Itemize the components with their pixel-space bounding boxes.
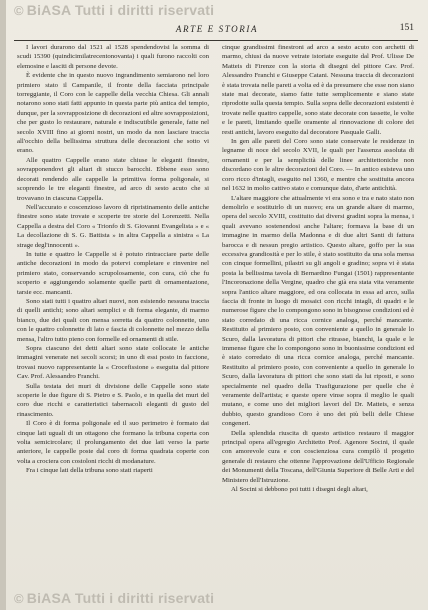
left-column (17, 43, 209, 583)
paragraph: Il Coro è di forma poligonale ed il suo perimetro è formato dai cinque lati uguali di un ottagono che formano la tribuna coperta con volta semicircolare; il prolungamento dei due lati verso la parte anteriore, le cappelle poste dal coro di forma quadrata coperte con volta a crociera con costoloni ricchi di modanature. (17, 420, 209, 465)
paragraph: Sono stati tutti i quattro altari nuovi, non esistendo nessuna traccia di quelli antichi; sono altari semplici e di forma elegante, di marmo bianco, due dei quali con mensa sorretta da quattro colonnette, uno con le quattro colonnette di lato e fascia di colonnette nel mezzo della mensa, l'altro tutto pieno con formelle ed ornamenti di stile. (17, 297, 209, 343)
right-column (222, 43, 414, 583)
paragraph: Sulla testata dei muri di divisione delle Cappelle sono state scoperte le due figure di S. Pietro e S. Paolo, e in quella dei muri del coro due ricchi e caratteristici tabernacoli eleganti di gusto del rinascimento. (17, 382, 209, 418)
watermark-top (14, 2, 214, 18)
paragraph: Fra i cinque lati della tribuna sono stati riaperti (26, 467, 153, 475)
paragraph: Sopra ciascuno dei detti altari sono state collocate le antiche immagini venerate nei secoli scorsi; in uno di essi posto in faccione, trovasi nuovo rappresentante la « Crocefissione » eseguita dal pittore Cav. Prof. Alessandro Franchi. (17, 345, 209, 381)
paragraph: Alle quattro Cappelle erano state chiuse le eleganti finestre, sovrapponendovi gli altari di stucco barocchi. Ebbene esso sono decorati rendendo alle cappelle la primitiva forma poligonale, si scoprendo le tre eleganti finestre, ad arco di sesto acuto che si trovavano in ciascuna Cappella. (17, 156, 209, 202)
paragraph: Al Socini si debbono poi tutti i disegni degli altari, (231, 486, 368, 494)
page-number: 151 (399, 23, 414, 33)
header-rule (14, 40, 418, 41)
scan-binding-edge (0, 0, 6, 610)
paragraph: L'altare maggiore che attualmente vi era sono e tra e nato stato non demolirlo e sostituirlo di un nuovo; era un grande altare di marmo, opera del secolo XVIII, costituito dai diversi gradini sopra la mensa, i quali avevano sostenendosi anche l'altare; formava la base di un immagine in marmo della Madonna e di due altri Santi di fattura barocca e di nessun pregio artistico. Questo altare, goffo per la sua eccessiva grandiosità e per lo stile, è stato sostituito da una sola mensa con cinque formellini, pilastri su gli angoli e gradino; sopra vi è stata posta la bellissima tavola di Bernardino Fungai (1501) rappresentante l'Incoronazione della Vergine, quadro che già era stata vita veramente sopra l'antico altare maggiore, ed ora collocata in essa ad arco, sulla faccia di fronte in luogo di mosaici con ricchi intagli, di quadri e le numerose figure che lo compongono sono in bisognose condizioni ed è stato corredato di una ricca cornice analoga, perché mancante. Restituito al primiero posto, con conveniente a quello in generale lo Scuro, dalla lavoratura di pittori che ritrasse, bianchi, la quale e le immense figure che lo compongono sono in buonissime condizioni ed è stato corredato di una ricca cornice analoga, perché mancante. Restituito al primiero posto, con conveniente a quello in generale lo Scuro, dalla lavoratura di pittori che sono stati da lui riposti, e sono specialmente nel quadro della Trasfigurazione per quelle che è veramente dell'artista; e queste opere vinse sopra il meglio le quali mutano, e come uno dei migliori lavori del Dr. Matteis, e senza dubbio, questo grandioso Coro è uno dei più belli delle Chiese congeneri. (222, 194, 414, 428)
copyright-symbol: © (14, 591, 24, 606)
paragraph: cinque grandissimi finestroni ad arco a sesto acuto con archetti di marmo, chiusi da nuove vetrate istoriate eseguite dal Prof. Ulisse De Matteis di Firenze con la storia di disegni del pittore Cav. Prof. Alessandro Franchi e Giuseppe Catani. Nessuna traccia di decorazioni è stata trovata nelle pareti a volta ed è da presumere che esse non siano state mai decorate, siamo fatte tutte semplicemente e siano state riprodotte sulla questa tempio. Sulla sopra delle decorazioni esistenti è trovate nelle quattro cappelle, sono state decorate con tassette, le volte e le pareti, limitando quelle oramente al rinnovazione di colore dei resti antichi, lavoro eseguito dal decoratore Pasquale Galli. (222, 44, 414, 136)
paragraph: È evidente che in questo nuovo ingrandimento semiarono nel loro primiero stato il Campanile, il fronte della facciata principale torreggiante, il Coro con le cappelle della vecchia Chiesa. Gli annali notarono sono stati fatti appunto in questa parte più antica del tempio, dunque, per la sovrapposizione di decorazioni ed altre sovrapposizioni, che per gusto lo restaurare, naturale e indiscutibile generale, fatte nel secolo XVIII fino ai giorni nostri, un modo da non lasciare traccia all'occhio della bellissima struttura delle decorazioni che sotto vi erano. (17, 72, 209, 155)
watermark-text: BiASA Tutti i diritti riservati (26, 2, 215, 18)
running-title: ARTE E STORIA (175, 24, 259, 34)
copyright-symbol: © (14, 3, 24, 18)
paragraph: In tutte e quattro le Cappelle si è potuto rintracciare parte delle antiche decorazioni in modo da potervi completare e rinvenire nel primiero stato, conservando scrupolosamente, con cura, ciò che fu scoperto e aggiungendo solamente quelle parti di ornamentazione, tarsie ecc. mancanti. (17, 250, 209, 296)
watermark-text: BiASA Tutti i diritti riservati (26, 590, 215, 606)
page-header (14, 22, 420, 38)
paragraph: Nell'accurato e coscenzioso lavoro di ripristinamento delle antiche finestre sono state trovate e scoperte tre storie del Lorenzetti. Nella Cappella a destra del Coro « Trionfo di S. Giovanni Evangelista » e « La decollazione di S. G. Battista » in altra Cappella a sinistra « La strage degl'innocenti ». (17, 203, 209, 249)
paragraph: I lavori durarono dal 1521 al 1528 spendendovisi la somma di scudi 15390 (quindicimilatrecentonovanta) i quali furono raccolti con elemosine e lasciti di persone devote. (17, 44, 209, 70)
paragraph: Della splendida riuscita di questo artistico restauro il maggior principal opera all'egregio Architetto Prof. Agenore Socini, il quale con amorevole cura e con coscienziosa cura compilò il progetto generale di restauro che ottenne l'approvazione dell'Ufficio Regionale dei Monumenti della Toscana, dell'Giunta Superiore di Belle Arti e del Ministero dell'Istruzione. (222, 429, 414, 484)
paragraph: In gen alle pareti del Coro sono state conservate le residenze in legname di noce del secolo XVII, le quali per l'assenza assoluta di ornamenti e per la semplicità delle linee architettoniche non discordano con le altre decorazioni del Coro. — In antico esisteva uno coro ricco d'intagli, eseguito nel 1360, e mentre che sostituita ancora nel 1632 in molto cattivo stato e comunque dato, d'arte antichità. (222, 138, 414, 193)
watermark-bottom (14, 590, 214, 606)
